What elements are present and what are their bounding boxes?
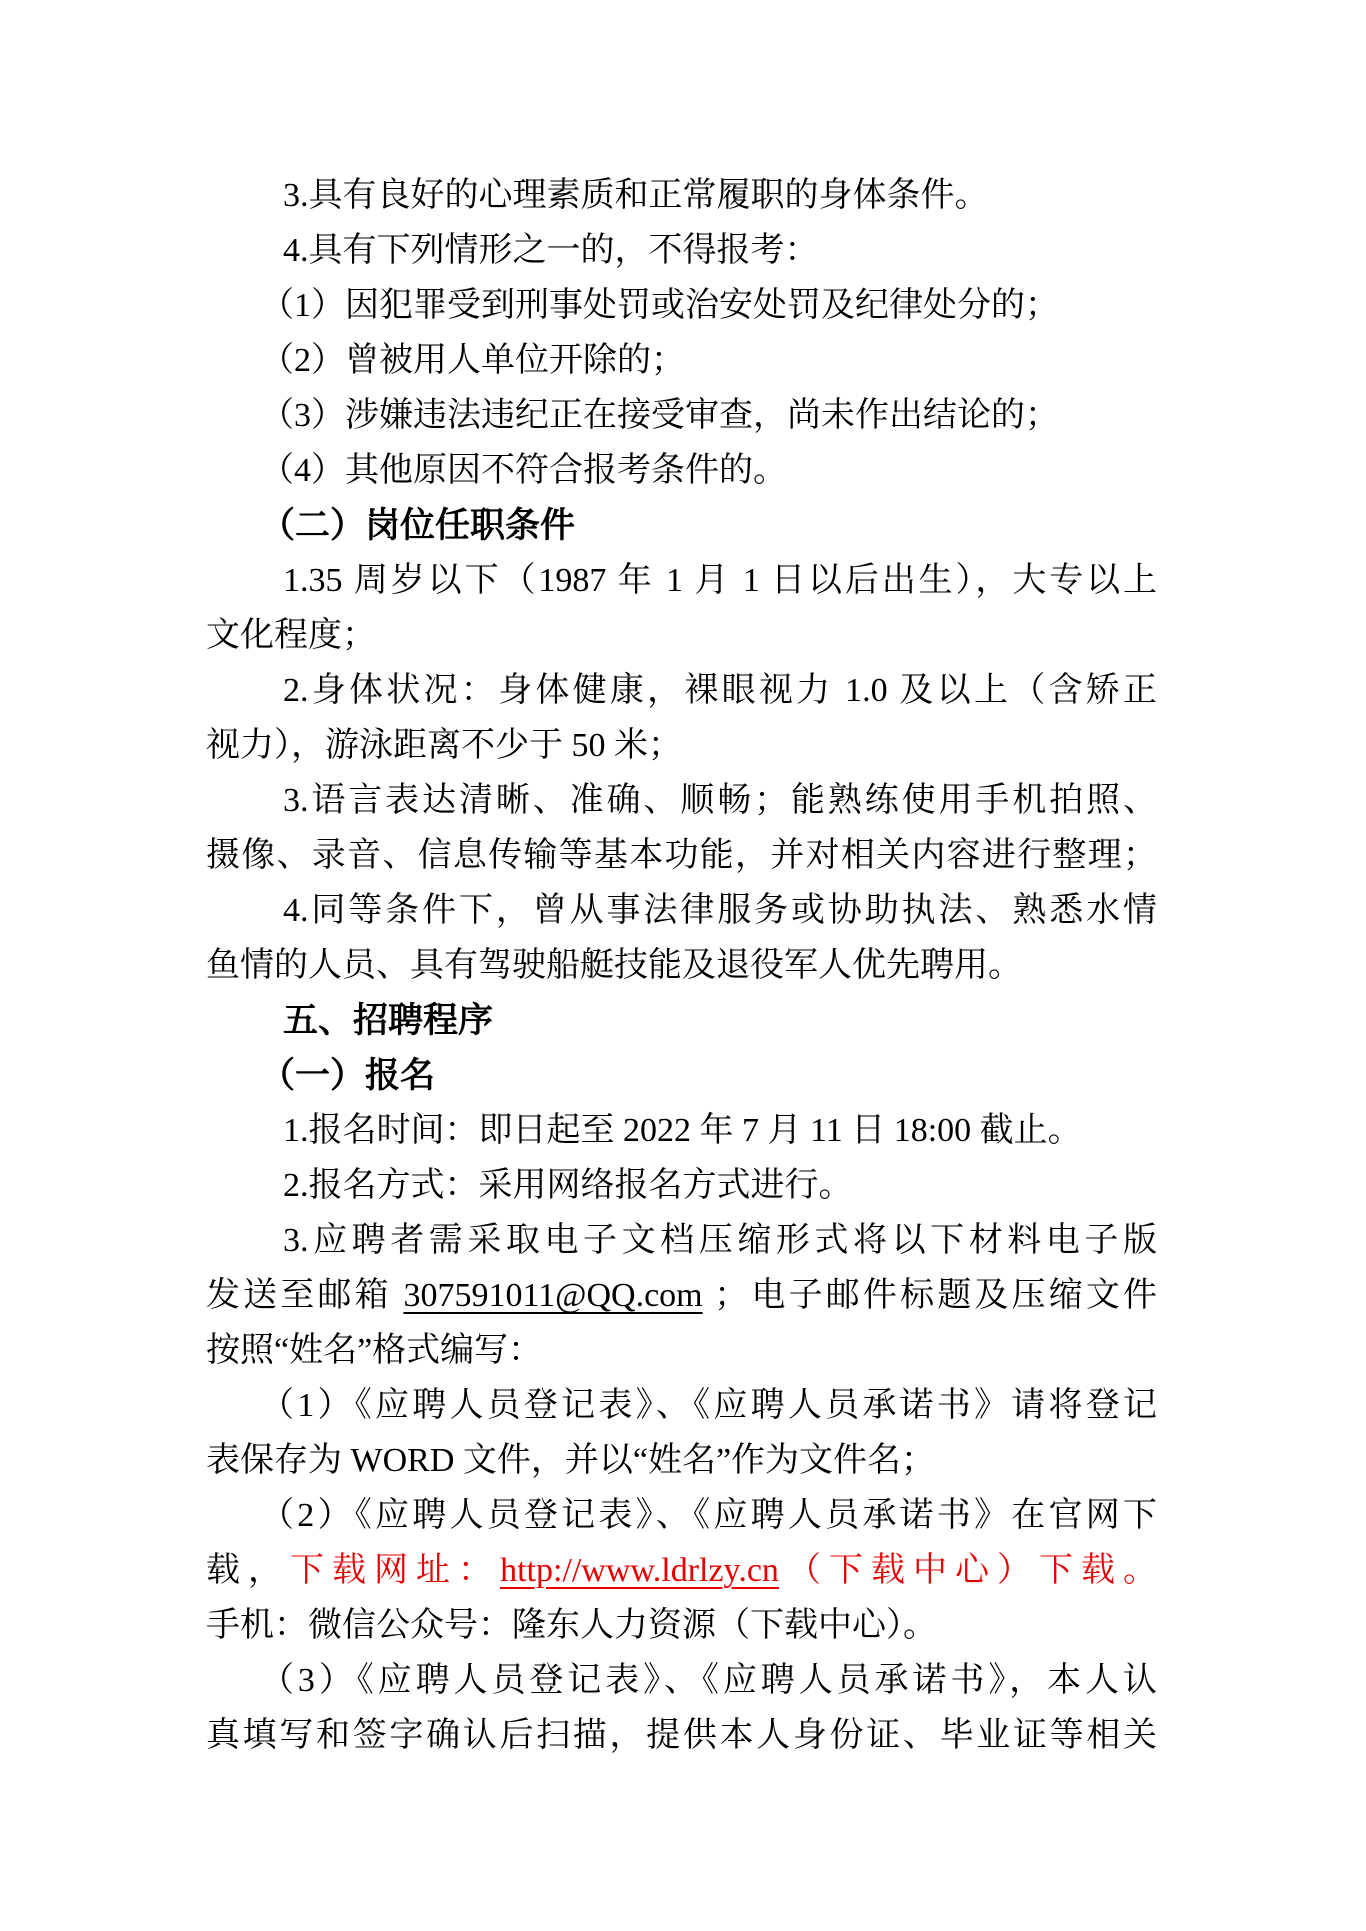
section-heading (206, 1048, 1157, 1103)
text-run: 手机：微信公众号：隆东人力资源（下载中心）。 (206, 1607, 937, 1644)
text-run: 视力），游泳距离不少于 50 米； (206, 727, 682, 764)
text-run: 1.35 周岁以下（1987 年 1 月 1 日以后出生），大专以上 (283, 562, 1157, 599)
text-run: 3.具有良好的心理素质和正常履职的身体条件。 (283, 177, 989, 214)
text-run: 4.具有下列情形之一的，不得报考： (283, 232, 819, 269)
text-run: 4.同等条件下，曾从事法律服务或协助执法、熟悉水情 (283, 892, 1157, 929)
text-run: 五、招聘程序 (283, 1001, 494, 1040)
text-run: 载， (206, 1552, 291, 1589)
text-line (206, 608, 1157, 663)
text-line (206, 388, 1157, 443)
text-run: （2）曾被用人单位开除的； (260, 342, 685, 379)
text-run: 摄像、录音、信息传输等基本功能，并对相关内容进行整理； (206, 837, 1157, 874)
text-run: （3）涉嫌违法违纪正在接受审查，尚未作出结论的； (260, 397, 1059, 434)
text-line (206, 1268, 1157, 1323)
text-line (206, 1433, 1157, 1488)
text-run: 文化程度； (206, 617, 376, 654)
text-line (206, 1103, 1157, 1158)
text-run: 1.报名时间：即日起至 2022 年 7 月 11 日 18:00 截止。 (283, 1112, 1082, 1149)
text-run: （下载中心）下载。 (778, 1552, 1158, 1589)
text-line (206, 443, 1157, 498)
section-heading (206, 498, 1157, 553)
text-line (206, 223, 1157, 278)
document-body (206, 168, 1157, 1763)
text-line (206, 1543, 1157, 1598)
text-run: 表保存为 WORD 文件，并以“姓名”作为文件名； (206, 1442, 936, 1479)
text-line (206, 773, 1157, 828)
text-line (206, 1488, 1157, 1543)
text-line (206, 718, 1157, 773)
text-line (206, 1323, 1157, 1378)
text-run: （3）《应聘人员登记表》、《应聘人员承诺书》，本人认 (260, 1662, 1157, 1699)
text-run: 3.应聘者需采取电子文档压缩形式将以下材料电子版 (283, 1222, 1157, 1259)
text-run: （1）《应聘人员登记表》、《应聘人员承诺书》请将登记 (260, 1387, 1157, 1424)
text-run: 3.语言表达清晰、准确、顺畅；能熟练使用手机拍照、 (283, 782, 1157, 819)
text-run: （二）岗位任职条件 (260, 506, 576, 545)
text-run: 发送至邮箱 (206, 1277, 404, 1314)
text-line (206, 1213, 1157, 1268)
text-run: （一）报名 (260, 1056, 436, 1095)
text-line (206, 1653, 1157, 1708)
text-run: 下载网址： (290, 1552, 501, 1589)
text-line (206, 1378, 1157, 1433)
text-line (206, 883, 1157, 938)
text-line (206, 1708, 1157, 1763)
email-link[interactable]: 307591011@QQ.com (403, 1277, 703, 1314)
text-run: ；电子邮件标题及压缩文件 (702, 1277, 1158, 1314)
text-run: 真填写和签字确认后扫描，提供本人身份证、毕业证等相关 (206, 1717, 1157, 1754)
download-url-link[interactable]: http://www.ldrlzy.cn (500, 1552, 779, 1589)
text-line (206, 333, 1157, 388)
text-line (206, 553, 1157, 608)
text-run: 2.身体状况：身体健康，裸眼视力 1.0 及以上（含矫正 (283, 672, 1157, 709)
text-line (206, 1158, 1157, 1213)
text-run: 鱼情的人员、具有驾驶船艇技能及退役军人优先聘用。 (206, 947, 1022, 984)
text-run: 按照“姓名”格式编写： (206, 1332, 543, 1369)
text-line (206, 938, 1157, 993)
section-heading (206, 993, 1157, 1048)
text-run: （2）《应聘人员登记表》、《应聘人员承诺书》在官网下 (260, 1497, 1157, 1534)
text-line (206, 1598, 1157, 1653)
text-run: （4）其他原因不符合报考条件的。 (260, 452, 787, 489)
text-run: 2.报名方式：采用网络报名方式进行。 (283, 1167, 853, 1204)
text-line (206, 828, 1157, 883)
text-run: （1）因犯罪受到刑事处罚或治安处罚及纪律处分的； (260, 287, 1059, 324)
text-line (206, 663, 1157, 718)
text-line (206, 278, 1157, 333)
text-line (206, 168, 1157, 223)
